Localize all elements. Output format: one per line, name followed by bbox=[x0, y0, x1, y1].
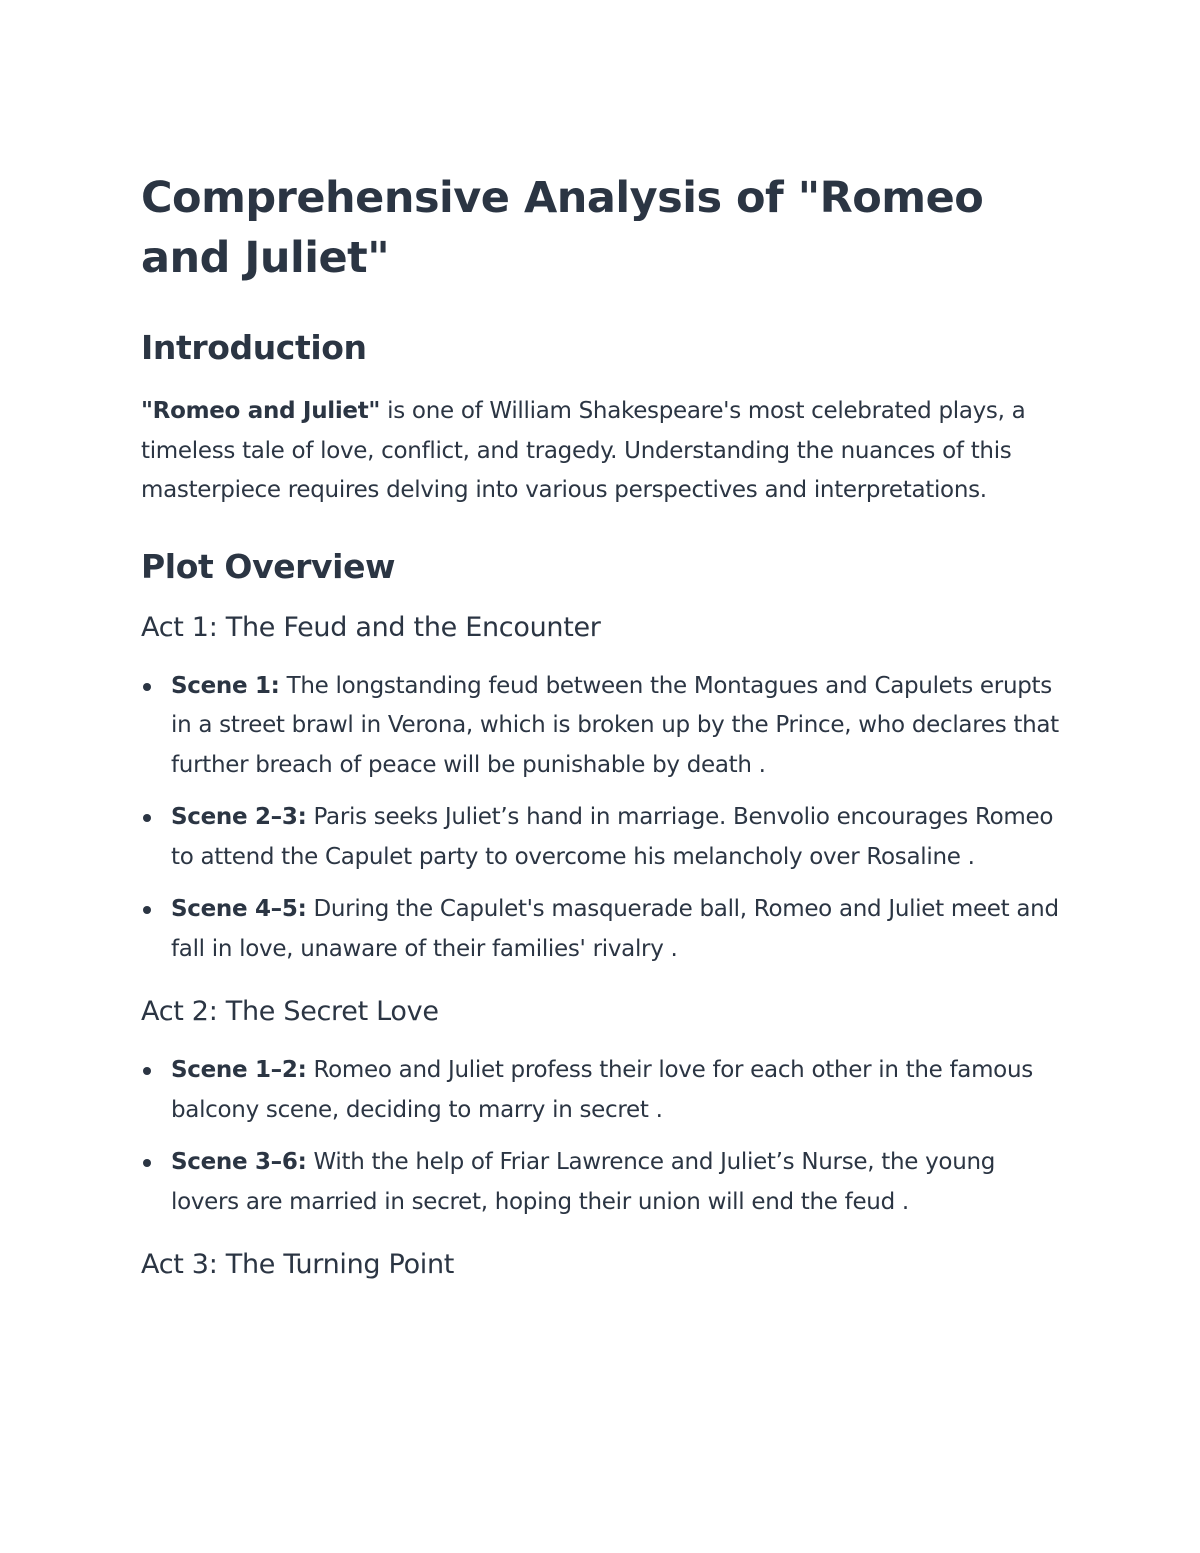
list-item bbox=[141, 1143, 1066, 1222]
act-2-heading: Act 2: The Secret Love bbox=[141, 996, 439, 1027]
introduction-lead-bold: "Romeo and Juliet" bbox=[141, 398, 381, 424]
scene-label: Scene 4–5: bbox=[171, 896, 307, 922]
scene-text: Paris seeks Juliet’s hand in marriage. Benvolio encourages Romeo to attend the Capulet party to overcome his melancholy over Rosaline . bbox=[171, 804, 1054, 870]
list-item bbox=[141, 798, 1066, 877]
bullet-icon bbox=[143, 906, 151, 914]
introduction-text: is one of William Shakespeare's most celebrated plays, a timeless tale of love, conflict, and tragedy. Understanding the nuances of this masterpiece requires delving into various perspectives and interpretations. bbox=[141, 398, 1026, 503]
act-1-scene-list bbox=[141, 667, 1066, 970]
document-page bbox=[141, 168, 1066, 1304]
bullet-icon bbox=[143, 1067, 151, 1075]
act-2-scene-list bbox=[141, 1051, 1066, 1222]
plot-overview-heading: Plot Overview bbox=[141, 546, 396, 586]
act-3-heading: Act 3: The Turning Point bbox=[141, 1249, 455, 1280]
scene-label: Scene 2–3: bbox=[171, 804, 307, 830]
list-item bbox=[141, 1051, 1066, 1130]
bullet-icon bbox=[143, 683, 151, 691]
scene-text: With the help of Friar Lawrence and Juliet’s Nurse, the young lovers are married in secret, hoping their union will end the feud . bbox=[171, 1149, 996, 1215]
document-title: Comprehensive Analysis of "Romeo and Juliet" bbox=[141, 173, 984, 283]
scene-text: Romeo and Juliet profess their love for each other in the famous balcony scene, deciding to marry in secret . bbox=[171, 1057, 1033, 1123]
introduction-heading: Introduction bbox=[141, 328, 367, 367]
scene-text: During the Capulet's masquerade ball, Romeo and Juliet meet and fall in love, unaware of their families' rivalry . bbox=[171, 896, 1059, 962]
scene-label: Scene 1–2: bbox=[171, 1057, 307, 1083]
scene-label: Scene 1: bbox=[171, 672, 280, 699]
list-item bbox=[141, 667, 1066, 786]
scene-label: Scene 3–6: bbox=[171, 1149, 307, 1175]
bullet-icon bbox=[143, 1159, 151, 1167]
list-item bbox=[141, 890, 1066, 969]
act-1-heading: Act 1: The Feud and the Encounter bbox=[141, 611, 601, 643]
scene-text: The longstanding feud between the Montagues and Capulets erupts in a street brawl in Verona, which is broken up by the Prince, who declares that further breach of peace will be punishable by death . bbox=[171, 672, 1059, 778]
bullet-icon bbox=[143, 814, 151, 822]
introduction-paragraph bbox=[141, 392, 1066, 511]
